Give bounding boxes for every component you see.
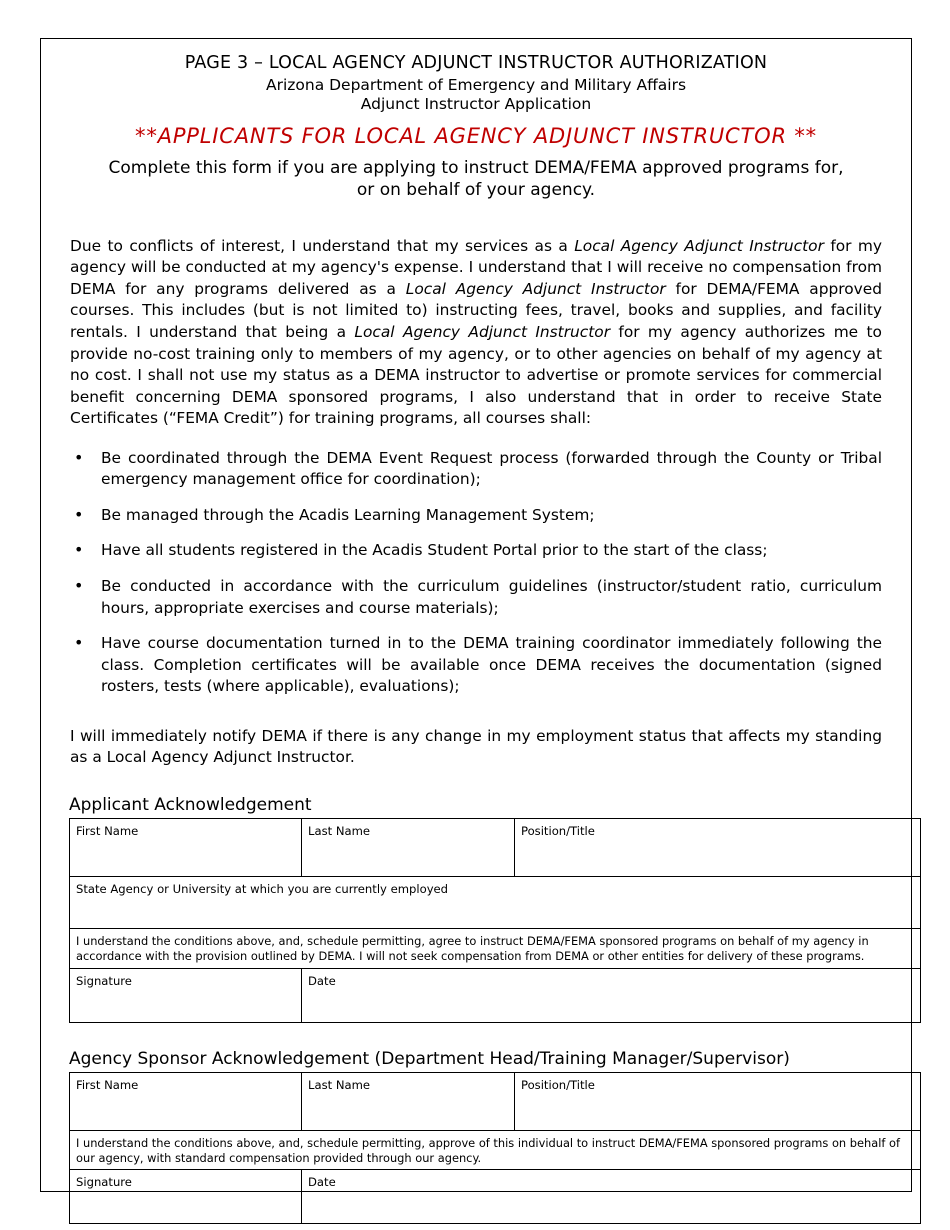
list-item: • Have course documentation turned in to the DEMA training coordinator immediately following the class. Completion certificates will be available once DEMA receives the documentation (signed rosters, tests (where applicable), evaluations); [70, 633, 882, 698]
table-row [70, 968, 921, 1022]
instruction-line-2: or on behalf of your agency. [356, 179, 596, 200]
list-item: • Have all students registered in the Acadis Student Portal prior to the start of the class; [70, 540, 882, 562]
emphasized-term: Local Agency Adjunct Instructor [405, 279, 666, 298]
applicant-first-name-label: First Name [76, 824, 139, 839]
sponsor-first-name-label: First Name [76, 1077, 139, 1092]
sponsor-date-field[interactable] [302, 1170, 921, 1224]
document-header [69, 53, 883, 202]
applicant-position-field[interactable] [515, 819, 921, 877]
page-title: PAGE 3 – LOCAL AGENCY ADJUNCT INSTRUCTOR AUTHORIZATION [184, 53, 768, 73]
agency-subtitle: Arizona Department of Emergency and Military Affairs [265, 75, 687, 94]
emphasized-term: Local Agency Adjunct Instructor [574, 236, 824, 255]
applicant-form-table [69, 818, 921, 1022]
table-row [70, 877, 921, 929]
applicant-last-name-field[interactable] [302, 819, 515, 877]
list-item: • Be coordinated through the DEMA Event Request process (forwarded through the County or Tribal emergency management office for coordination); [70, 448, 882, 491]
sponsor-signature-field[interactable] [70, 1170, 302, 1224]
applicant-statement-cell [70, 929, 921, 968]
sponsor-position-field[interactable] [515, 1072, 921, 1130]
sponsor-first-name-field[interactable] [70, 1072, 302, 1130]
document-body [69, 236, 883, 769]
applicant-statement-text: I understand the conditions above, and, schedule permitting, agree to instruct DEMA/FEMA sponsored programs on behalf of my agency in accordance with the provision outlined by DEMA. I will not seek compensation from DEMA or other entities for delivery of these programs. [76, 934, 869, 963]
applicant-signature-label: Signature [76, 973, 132, 988]
applicant-agency-field[interactable] [70, 877, 921, 929]
paragraph-run: Due to conflicts of interest, I understand that my services as a [70, 236, 575, 255]
sponsor-statement-text: I understand the conditions above, and, schedule permitting, approve of this individual to instruct DEMA/FEMA sponsored programs on behalf of our agency, with standard compensation provided through our agency. [76, 1135, 900, 1165]
conflict-of-interest-paragraph [70, 236, 882, 430]
table-row [70, 1072, 921, 1130]
paragraph-run: for DEMA/FEMA approved courses. This includes (but is not limited to) instructing fees, travel, books and supplies, and facility rentals. I understand that being a [70, 279, 882, 341]
applicant-date-field[interactable] [302, 968, 921, 1022]
notification-statement: I will immediately notify DEMA if there is any change in my employment status that affects my standing as a Local Agency Adjunct Instructor. [70, 726, 882, 767]
table-row [70, 1170, 921, 1224]
table-row [70, 929, 921, 968]
table-row [70, 819, 921, 877]
applicant-agency-label: State Agency or University at which you are currently employed [76, 882, 449, 897]
list-item: • Be managed through the Acadis Learning Management System; [70, 505, 882, 527]
instruction-line-1: Complete this form if you are applying to instruct DEMA/FEMA approved programs for, [108, 158, 844, 179]
sponsor-statement-cell [70, 1130, 921, 1169]
sponsor-signature-label: Signature [76, 1175, 132, 1190]
applicant-signature-field[interactable] [70, 968, 302, 1022]
table-row [70, 1130, 921, 1169]
form-subtitle: Adjunct Instructor Application [360, 94, 592, 113]
sponsor-form-table [69, 1072, 921, 1224]
sponsor-section-heading: Agency Sponsor Acknowledgement (Department Head/Training Manager/Supervisor) [69, 1048, 790, 1069]
emphasized-term: Local Agency Adjunct Instructor [354, 322, 611, 341]
sponsor-last-name-label: Last Name [308, 1077, 371, 1092]
sponsor-position-label: Position/Title [521, 1077, 595, 1092]
applicant-date-label: Date [308, 973, 336, 988]
paragraph-run: for my agency authorizes me to provide no-cost training only to members of my agency, or to other agencies on behalf of my agency at no cost. I shall not use my status as a DEMA instructor to advertise or promote services for commercial benefit concerning DEMA sponsored programs, I also understand that in order to receive State Certificates (“FEMA Credit”) for training programs, all courses shall: [70, 322, 882, 428]
applicant-acknowledgement-section [69, 795, 883, 1023]
course-requirements-list [70, 448, 882, 698]
list-item: • Be conducted in accordance with the curriculum guidelines (instructor/student ratio, curriculum hours, appropriate exercises and course materials); [70, 576, 882, 619]
applicant-first-name-field[interactable] [70, 819, 302, 877]
paragraph-run: for my agency will be conducted at my agency's expense. I understand that I will receive no compensation from DEMA for any programs delivered as a [70, 236, 882, 298]
applicant-last-name-label: Last Name [308, 824, 371, 839]
applicants-banner: **APPLICANTS FOR LOCAL AGENCY ADJUNCT INSTRUCTOR ** [135, 124, 817, 149]
document-page [40, 38, 912, 1192]
sponsor-last-name-field[interactable] [302, 1072, 515, 1130]
applicant-position-label: Position/Title [521, 824, 595, 839]
sponsor-date-label: Date [308, 1175, 336, 1190]
instruction-text [69, 158, 883, 202]
agency-sponsor-acknowledgement-section [69, 1048, 900, 1225]
applicant-section-heading: Applicant Acknowledgement [69, 794, 312, 815]
